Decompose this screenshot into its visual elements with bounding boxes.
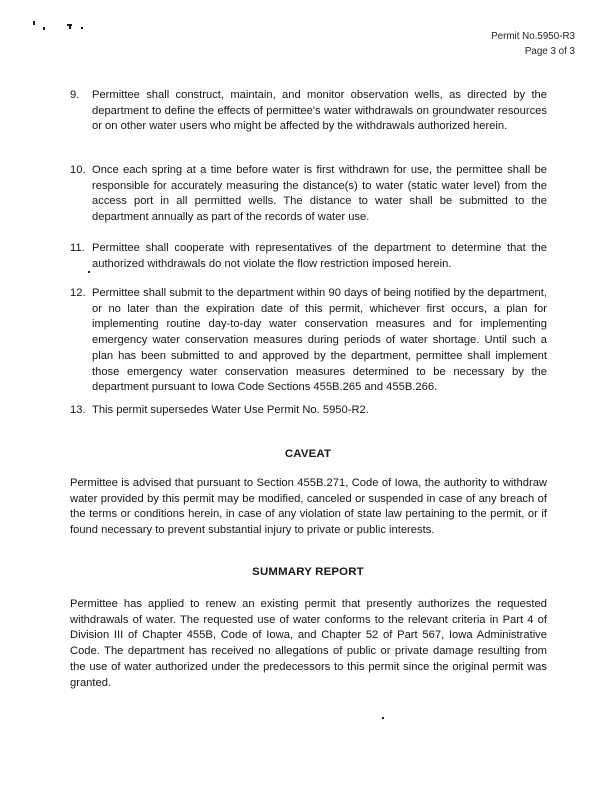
scan-noise-mark [382, 717, 384, 719]
condition-text: Once each spring at a time before water is first withdrawn for use, the permittee shall be responsible for accurately measuring the distance(s) to water (static water level) from the access port in all permitted wells. The distance to water shall be submitted to the department annually as part of the records of water use. [92, 164, 547, 224]
condition-item-9 [70, 88, 547, 135]
caveat-heading: CAVEAT [284, 448, 332, 460]
condition-text: This permit supersedes Water Use Permit No. 5950-R2. [92, 404, 369, 416]
condition-item-10 [70, 163, 547, 226]
scan-noise-mark [43, 27, 45, 30]
summary-report-heading: SUMMARY REPORT [252, 566, 364, 578]
scan-noise-mark [69, 24, 71, 29]
scan-noise-mark [33, 21, 35, 25]
page-header [491, 30, 575, 59]
condition-text: Permittee shall construct, maintain, and monitor observation wells, as directed by the department to define the effects of permittee's water withdrawals on groundwater resources or on other water users who might be affected by the withdrawals authorized herein. [92, 89, 547, 133]
condition-number: 11. [70, 242, 85, 254]
caveat-paragraph: Permittee is advised that pursuant to Section 455B.271, Code of Iowa, the authority to withdraw water provided by this permit may be modified, canceled or suspended in case of any breach of the terms or conditions herein, in case of any violation of state law pertaining to the permit, or if found necessary to prevent substantial injury to private or public interests. [70, 477, 547, 537]
condition-number: 13. [70, 404, 86, 416]
page-number: Page 3 of 3 [524, 45, 575, 57]
condition-item-13 [70, 403, 547, 419]
permit-number: Permit No.5950-R3 [491, 31, 575, 42]
condition-text: Permittee shall cooperate with representatives of the department to determine that the authorized withdrawals do not violate the flow restriction imposed herein. [92, 242, 547, 270]
scan-noise-mark [81, 27, 83, 29]
condition-item-12 [70, 286, 547, 396]
condition-number: 9. [70, 89, 80, 101]
condition-number: 10. [70, 164, 86, 176]
condition-item-11 [70, 241, 547, 272]
condition-text: Permittee shall submit to the department within 90 days of being notified by the department, or no later than the expiration date of this permit, whichever first occurs, a plan for implementing routine day-to-day water conservation measures and for implementing emergency water conservation measures during periods of water shortage. Until such a plan has been submitted to and approved by the department, permittee shall implement those emergency water conservation measures determined to be necessary by the department pursuant to Iowa Code Sections 455B.265 and 455B.266. [92, 287, 547, 394]
summary-report-paragraph: Permittee has applied to renew an existing permit that presently authorizes the requested withdrawals of water. The requested use of water conforms to the relevant criteria in Part 4 of Division III of Chapter 455B, Code of Iowa, and Chapter 52 of Part 567, Iowa Administrative Code. The department has received no allegations of public or private damage resulting from the use of water authorized under the predecessors to this permit since the original permit was granted. [70, 598, 547, 689]
condition-number: 12. [70, 287, 86, 299]
